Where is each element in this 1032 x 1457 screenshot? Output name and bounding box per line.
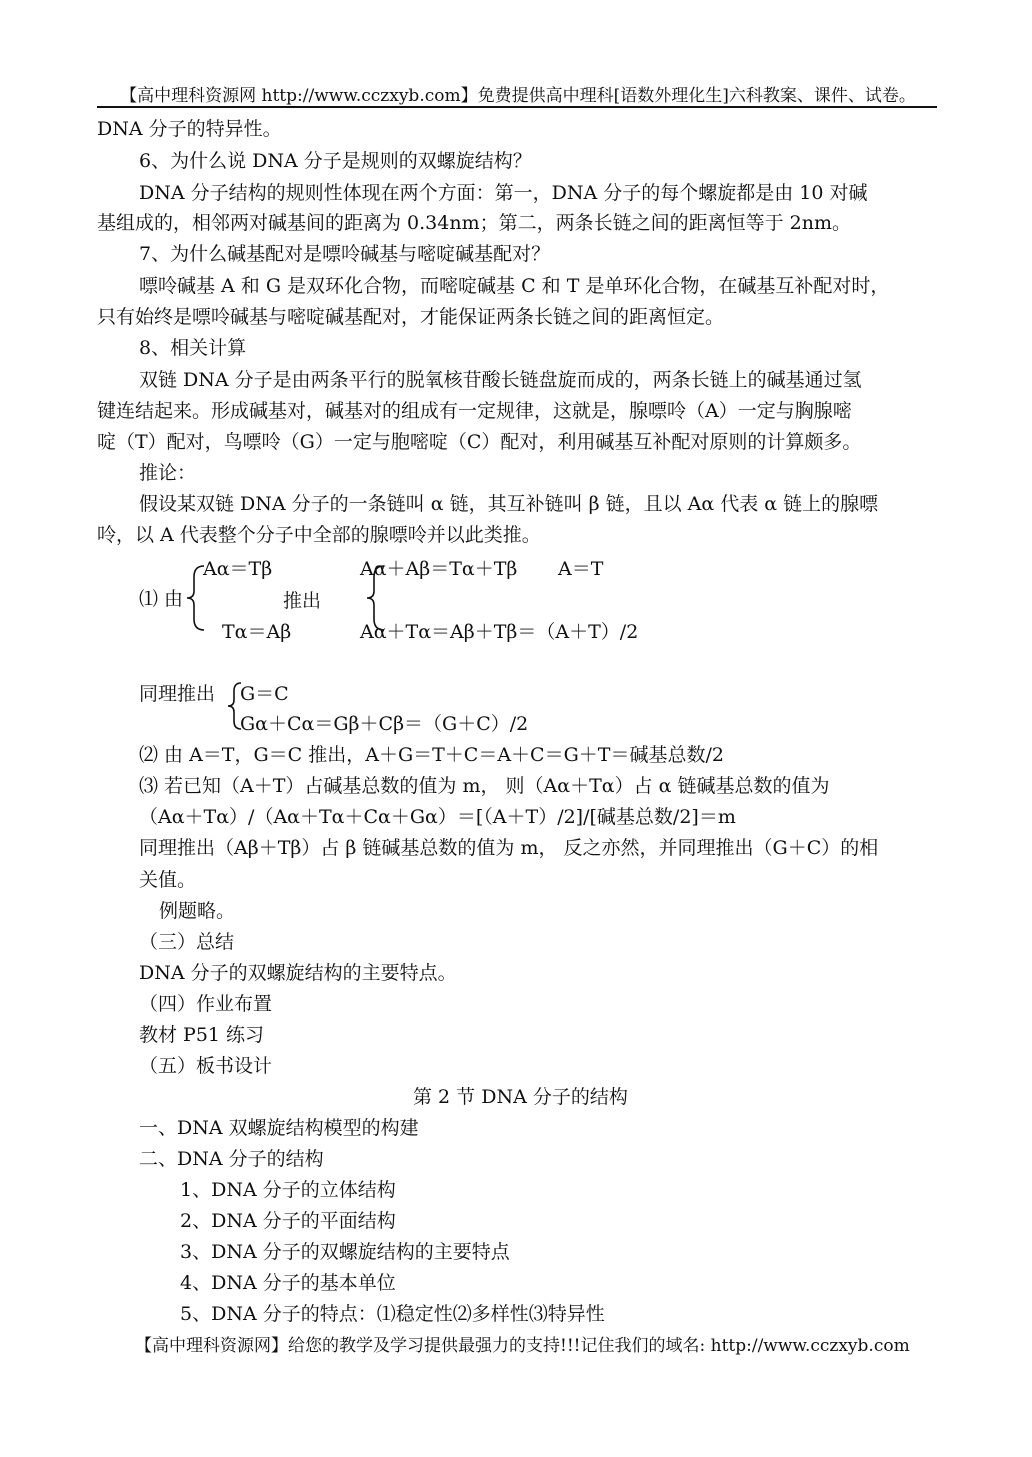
text-line: 呤，以 A 代表整个分子中全部的腺嘌呤并以此类推。 [97,524,541,546]
text-line: 例题略。 [159,900,236,922]
section-8-heading: 8、相关计算 [139,337,247,359]
text-line: 同理推出（Aβ＋Tβ）占 β 链碱基总数的值为 m， 反之亦然，并同理推出（G＋C）的相 [139,837,879,859]
formula-2-bottom: Gα＋Cα＝Gβ＋Cβ＝（G＋C）/2 [240,713,529,735]
text-line: 基组成的，相邻两对碱基间的距离为 0.34nm；第二，两条长链之间的距离恒等于 2nm。 [97,212,851,234]
formula-1-bottom-left: Tα＝Aβ [222,621,292,643]
question-7-heading: 7、为什么碱基配对是嘌呤碱基与嘧啶碱基配对？ [139,243,551,265]
text-line: 嘌呤碱基 A 和 G 是双环化合物，而嘧啶碱基 C 和 T 是单环化合物，在碱基互补配对时， [139,275,890,297]
outline-item: 一、DNA 双螺旋结构模型的构建 [139,1117,419,1139]
outline-subitem: 4、DNA 分子的基本单位 [180,1272,396,1294]
page-footer: 【高中理科资源网】给您的教学及学习提供最强力的支持!!!记住我们的域名: http://www.cczxyb.com [135,1336,910,1356]
outline-subitem: 1、DNA 分子的立体结构 [180,1179,396,1201]
header-divider [97,106,937,108]
text-line: 双链 DNA 分子是由两条平行的脱氧核苷酸长链盘旋而成的，两条长链上的碱基通过氢 [139,369,862,391]
text-line: 教材 P51 练习 [139,1024,265,1046]
text-line: 键连结起来。形成碱基对，碱基对的组成有一定规律，这就是，腺嘌呤（A）一定与胸腺嘧 [97,400,852,422]
formula-1-arrow-text: 推出 [283,590,322,612]
text-line: DNA 分子结构的规则性体现在两个方面：第一，DNA 分子的每个螺旋都是由 10 对碱 [139,182,868,204]
formula-1-top-left: Aα＝Tβ [203,558,273,580]
board-title: 第 2 节 DNA 分子的结构 [413,1086,628,1108]
text-line: 啶（T）配对，鸟嘌呤（G）一定与胞嘧啶（C）配对，利用碱基互补配对原则的计算颇多。 [97,431,862,453]
formula-2-prefix: 同理推出 [139,683,216,705]
page-header: 【高中理科资源网 http://www.cczxyb.com】免费提供高中理科[语数外理化生]六科教案、课件、试卷。 [120,86,916,106]
text-line: ⑶ 若已知（A＋T）占碱基总数的值为 m， 则（Aα＋Tα）占 α 链碱基总数的值为 [139,775,830,797]
formula-1-top-right: Aα＋Aβ＝Tα＋Tβ [360,558,518,580]
outline-subitem: 2、DNA 分子的平面结构 [180,1210,396,1232]
text-line: 关值。 [139,869,197,891]
section-board-design-heading: （五）板书设计 [139,1055,273,1077]
inference-heading: 推论： [139,462,197,484]
text-line: ⑵ 由 A＝T，G＝C 推出，A＋G＝T＋C＝A＋C＝G＋T＝碱基总数/2 [139,744,724,766]
formula-2-top: G＝C [240,683,289,705]
text-line: DNA 分子的双螺旋结构的主要特点。 [139,962,457,984]
formula-1-top-result: A＝T [558,558,604,580]
text-line: DNA 分子的特异性。 [97,118,282,140]
outline-subitem: 5、DNA 分子的特点：⑴稳定性⑵多样性⑶特异性 [180,1303,605,1325]
outline-item: 二、DNA 分子的结构 [139,1148,324,1170]
formula-1-prefix: ⑴ 由 [139,588,184,610]
question-6-heading: 6、为什么说 DNA 分子是规则的双螺旋结构？ [139,150,532,172]
text-line: 只有始终是嘌呤碱基与嘧啶碱基配对，才能保证两条长链之间的距离恒定。 [97,306,725,328]
text-line: （Aα＋Tα）/（Aα＋Tα＋Cα＋Gα）＝[（A＋T）/2]/[碱基总数/2]＝m [139,806,736,828]
formula-1-bottom-right: Aα＋Tα＝Aβ＋Tβ＝（A＋T）/2 [360,621,639,643]
text-line: 假设某双链 DNA 分子的一条链叫 α 链，其互补链叫 β 链，且以 Aα 代表 α 链上的腺嘌 [139,493,879,515]
section-homework-heading: （四）作业布置 [139,993,273,1015]
section-summary-heading: （三）总结 [139,931,235,953]
outline-subitem: 3、DNA 分子的双螺旋结构的主要特点 [180,1241,510,1263]
